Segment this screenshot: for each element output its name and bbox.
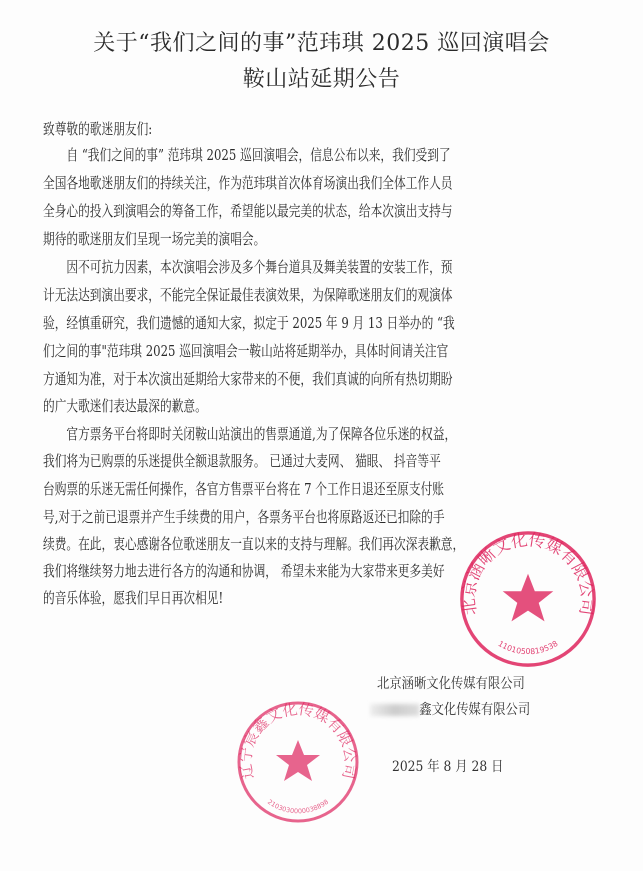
svg-text:1101050819538: 1101050819538 [496,638,560,657]
announcement-title-line1: 关于“我们之间的事”范玮琪 2025 巡回演唱会 [93,31,550,56]
greeting: 致尊敬的歌迷朋友们: [43,120,153,138]
paragraph-line: 期待的歌迷朋友们呈现一场完美的演唱会。 [43,230,266,248]
paragraph-line: 全身心的投入到演唱会的筹备工作，希望能以最完美的状态，给本次演出支持与 [43,202,453,220]
paragraph-line: 验，经慎重研究，我们遗憾的通知大家，拟定于 2025 年 9 月 13 日举办的 “我 [43,314,455,332]
company-seal-2 [236,700,360,824]
signature-company-1: 北京涵晰文化传媒有限公司 [377,676,525,692]
paragraph-line: 计无法达到演出要求，不能完全保证最佳表演效果，为保障歌迷朋友们的观演体 [43,286,453,304]
star-icon [276,740,320,781]
paragraph-line: 续费。在此，衷心感谢各位歌迷朋友一直以来的支持与理解。我们再次深表歉意， [43,535,465,553]
announcement-title-line2: 鞍山站延期公告 [242,67,401,92]
svg-text:北京涵晰文化传媒有限公司: 北京涵晰文化传媒有限公司 [459,530,597,617]
paragraph-line: 台购票的乐迷无需任何操作，各官方售票平台将在 7 个工作日退还至原支付账 [43,480,444,498]
paragraph-line: 的广大歌迷们表达最深的歉意。 [43,397,207,415]
signature-company-2 [370,699,530,719]
paragraph-line: 官方票务平台将即时关闭鞍山站演出的售票通道,为了保障各位乐迷的权益， [43,425,457,443]
signature-date: 2025 年 8 月 28 日 [392,759,504,775]
paragraph-line: 我们将继续努力地去进行各方的沟通和协调， 希望未来能为大家带来更多美好 [43,562,445,580]
paragraph-line: 全国各地歌迷朋友们的持续关注，作为范玮琪首次体育场演出我们全体工作人员 [43,174,453,192]
paragraph-line: 们之间的事"范玮琪 2025 巡回演唱会一鞍山站将延期举办，具体时间请关注官 [43,342,449,360]
paragraph-line: 我们将为已购票的乐迷提供全额退款服务。 已通过大麦网、 猫眼、 抖音等平 [43,452,441,470]
company-seal-1 [458,529,598,669]
paragraph-line: 号,对于之前已退票并产生手续费的用户，各票务平台也将原路返还已扣除的手 [43,508,445,526]
paragraph-line: 因不可抗力因素，本次演唱会涉及多个舞台道具及舞美装置的安装工作，预 [43,258,453,276]
redacted-text [370,704,419,716]
svg-text:2103030000038898: 2103030000038898 [266,797,330,816]
paragraph-line: 的音乐体验，愿我们早日再次相见! [43,589,224,607]
star-icon [503,574,554,622]
svg-text:辽宁宸鑫文化传媒有限公司: 辽宁宸鑫文化传媒有限公司 [236,700,360,781]
paragraph-line: 自 “我们之间的事” 范玮琪 2025 巡回演唱会，信息公布以来，我们受到了 [43,146,451,164]
company-2-name: 鑫文化传媒有限公司 [419,702,531,718]
paragraph-line: 方通知为准，对于本次演出延期给大家带来的不便，我们真诚的向所有热切期盼 [43,370,453,388]
